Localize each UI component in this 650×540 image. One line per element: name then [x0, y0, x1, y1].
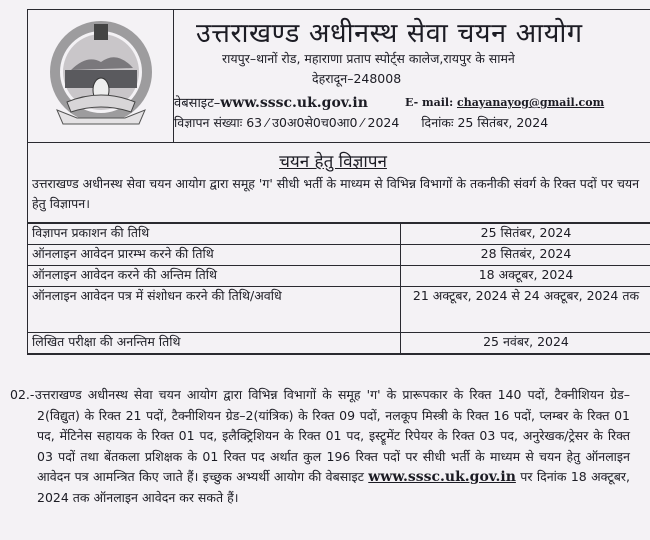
- schedule-label: विज्ञापन प्रकाशन की तिथि: [28, 224, 401, 245]
- schedule-value: 21 अक्टूबर, 2024 से 24 अक्टूबर, 2024 तक: [401, 287, 650, 333]
- email-label: E- mail:: [405, 96, 457, 109]
- schedule-label: ऑनलाइन आवेदन करने की अन्तिम तिथि: [28, 266, 401, 287]
- website-link[interactable]: www.sssc.uk.gov.in: [220, 95, 368, 111]
- paragraph-body: [37, 385, 630, 508]
- schedule-value: 25 सितंबर, 2024: [401, 224, 650, 245]
- advertisement-number: विज्ञापन संख्याः 63 ⁄ उ0अ0से0च0आ0 ⁄ 2024: [174, 115, 400, 130]
- schedule-label: लिखित परीक्षा की अनन्तिम तिथि: [28, 333, 401, 354]
- logo-cell: [28, 10, 174, 142]
- paragraph-number: 02.-: [10, 387, 35, 402]
- commission-emblem-icon: [47, 20, 155, 132]
- section-title: चयन हेतु विज्ञापन: [279, 152, 387, 172]
- table-row: [28, 224, 650, 245]
- schedule-table: [28, 223, 650, 354]
- section-intro: उत्तराखण्ड अधीनस्थ सेवा चयन आयोग द्वारा समूह 'ग' सीधी भर्ती के माध्यम से विभिन्न विभागों के तकनीकी संवर्ग के रिक्त पदों पर चयन हेतु विज्ञापन।: [32, 176, 640, 211]
- table-row: [28, 333, 650, 354]
- schedule-label: ऑनलाइन आवेदन प्रारम्भ करने की तिथि: [28, 245, 401, 266]
- advertisement-date: दिनांकः 25 सितंबर, 2024: [421, 115, 549, 130]
- website-label: वेबसाइट–: [174, 96, 221, 111]
- schedule-label: ऑनलाइन आवेदन पत्र में संशोधन करने की तिथि/अवधि: [28, 287, 401, 333]
- website-line: [174, 93, 368, 111]
- table-row: [28, 287, 650, 333]
- advertisement-ref-line: [174, 114, 548, 131]
- email-line: [405, 96, 604, 109]
- paragraph-website-link[interactable]: www.sssc.uk.gov.in: [368, 469, 516, 485]
- paragraph-02: [10, 385, 630, 508]
- org-title: उत्तराखण्ड अधीनस्थ सेवा चयन आयोग: [196, 18, 583, 49]
- address-line-2: देहरादून–248008: [312, 71, 402, 86]
- schedule-value: 28 सितबंर, 2024: [401, 245, 650, 266]
- advertisement-section: [28, 143, 650, 223]
- paragraph-text: उत्तराखण्ड अधीनस्थ सेवा चयन आयोग द्वारा विभिन्न विभागों के समूह 'ग' के प्रारूपकार के रिक्त 140 पदों, टैक्नीशियन ग्रेड–2(विद्युत) के रिक्त 21 पदों, टैक्नीशियन ग्रेड–2(यांत्रिक) के रिक्त 09 पदों, नलकूप मिस्त्री के रिक्त 16 पदों, प्लम्बर के रिक्त 01 पद, मेंटिनेस सहायक के रिक्त 01 पद, इलैक्ट्रिशियन के रिक्त 01 पद, इस्ट्रूमेंट रिपेयर के रिक्त 03 पद, अनुरेखक/ट्रेसर के रिक्त 03 पदों तथा बेंतकला प्रशिक्षक के 01 रिक्त पद अर्थात कुल 196 रिक्त पदों पर सीधी भर्ती के माध्यम से चयन हेतु ऑनलाइन आवेदन पत्र आमन्त्रित किए जाते हैं। इच्छुक अभ्यर्थी आयोग की वेबसाइट: [35, 387, 630, 484]
- table-row: [28, 245, 650, 266]
- letterhead-text: [174, 10, 650, 142]
- letterhead: [28, 10, 650, 143]
- paragraph-text-end: पर दिनांक 18 अक्टूबर, 2024 तक ऑनलाइन आवेदन कर सकते हैं।: [37, 469, 630, 505]
- schedule-value: 25 नवंबर, 2024: [401, 333, 650, 354]
- address-line-1: रायपुर–थानों रोड, महाराणा प्रताप स्पोर्ट्स कालेज,रायपुर के सामने: [222, 51, 515, 66]
- email-link[interactable]: chayanayog@gmail.com: [457, 96, 605, 109]
- notice-box: [27, 9, 650, 355]
- schedule-value: 18 अक्टूबर, 2024: [401, 266, 650, 287]
- table-row: [28, 266, 650, 287]
